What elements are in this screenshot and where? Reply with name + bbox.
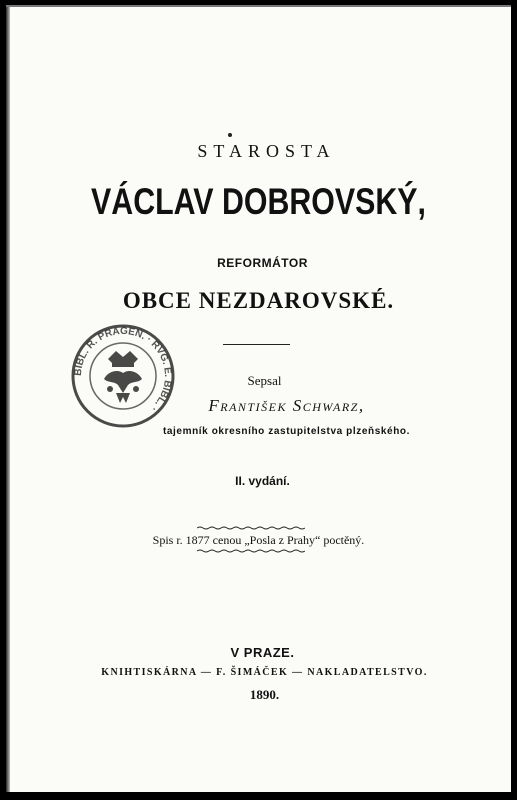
overline-title: STAROSTA <box>197 141 336 161</box>
page-top-edge <box>6 5 511 7</box>
prize-note: Spis r. 1877 cenou „Posla z Prahy“ poctěný. <box>152 533 365 547</box>
author-name: František Schwarz, <box>208 396 365 415</box>
wavy-rule-top <box>197 526 305 530</box>
role-title: REFORMÁTOR <box>217 256 308 270</box>
imprint-year: 1890. <box>249 687 280 702</box>
main-title: VÁCLAV DOBROVSKÝ, <box>91 181 426 222</box>
divider-rule <box>223 344 290 345</box>
municipality-title: OBCE NEZDAROVSKÉ. <box>122 288 395 313</box>
edition-label: II. vydání. <box>235 474 290 488</box>
wavy-rule-bottom <box>197 549 305 553</box>
author-title: tajemník okresního zastupitelstva plzeňského. <box>162 426 411 437</box>
ornament-dot <box>228 133 232 137</box>
title-page <box>6 5 511 792</box>
stamp-ring-text: BIBL. R. PRAGEN. · RVG. E. BIBL. · <box>72 325 174 414</box>
imprint-publisher: KNIHTISKÁRNA — F. ŠIMÁČEK — NAKLADATELSTVO. <box>101 667 428 678</box>
byline-label: Sepsal <box>247 373 282 388</box>
page-spine-shadow <box>6 5 10 792</box>
imprint-city: V PRAZE. <box>230 645 295 660</box>
